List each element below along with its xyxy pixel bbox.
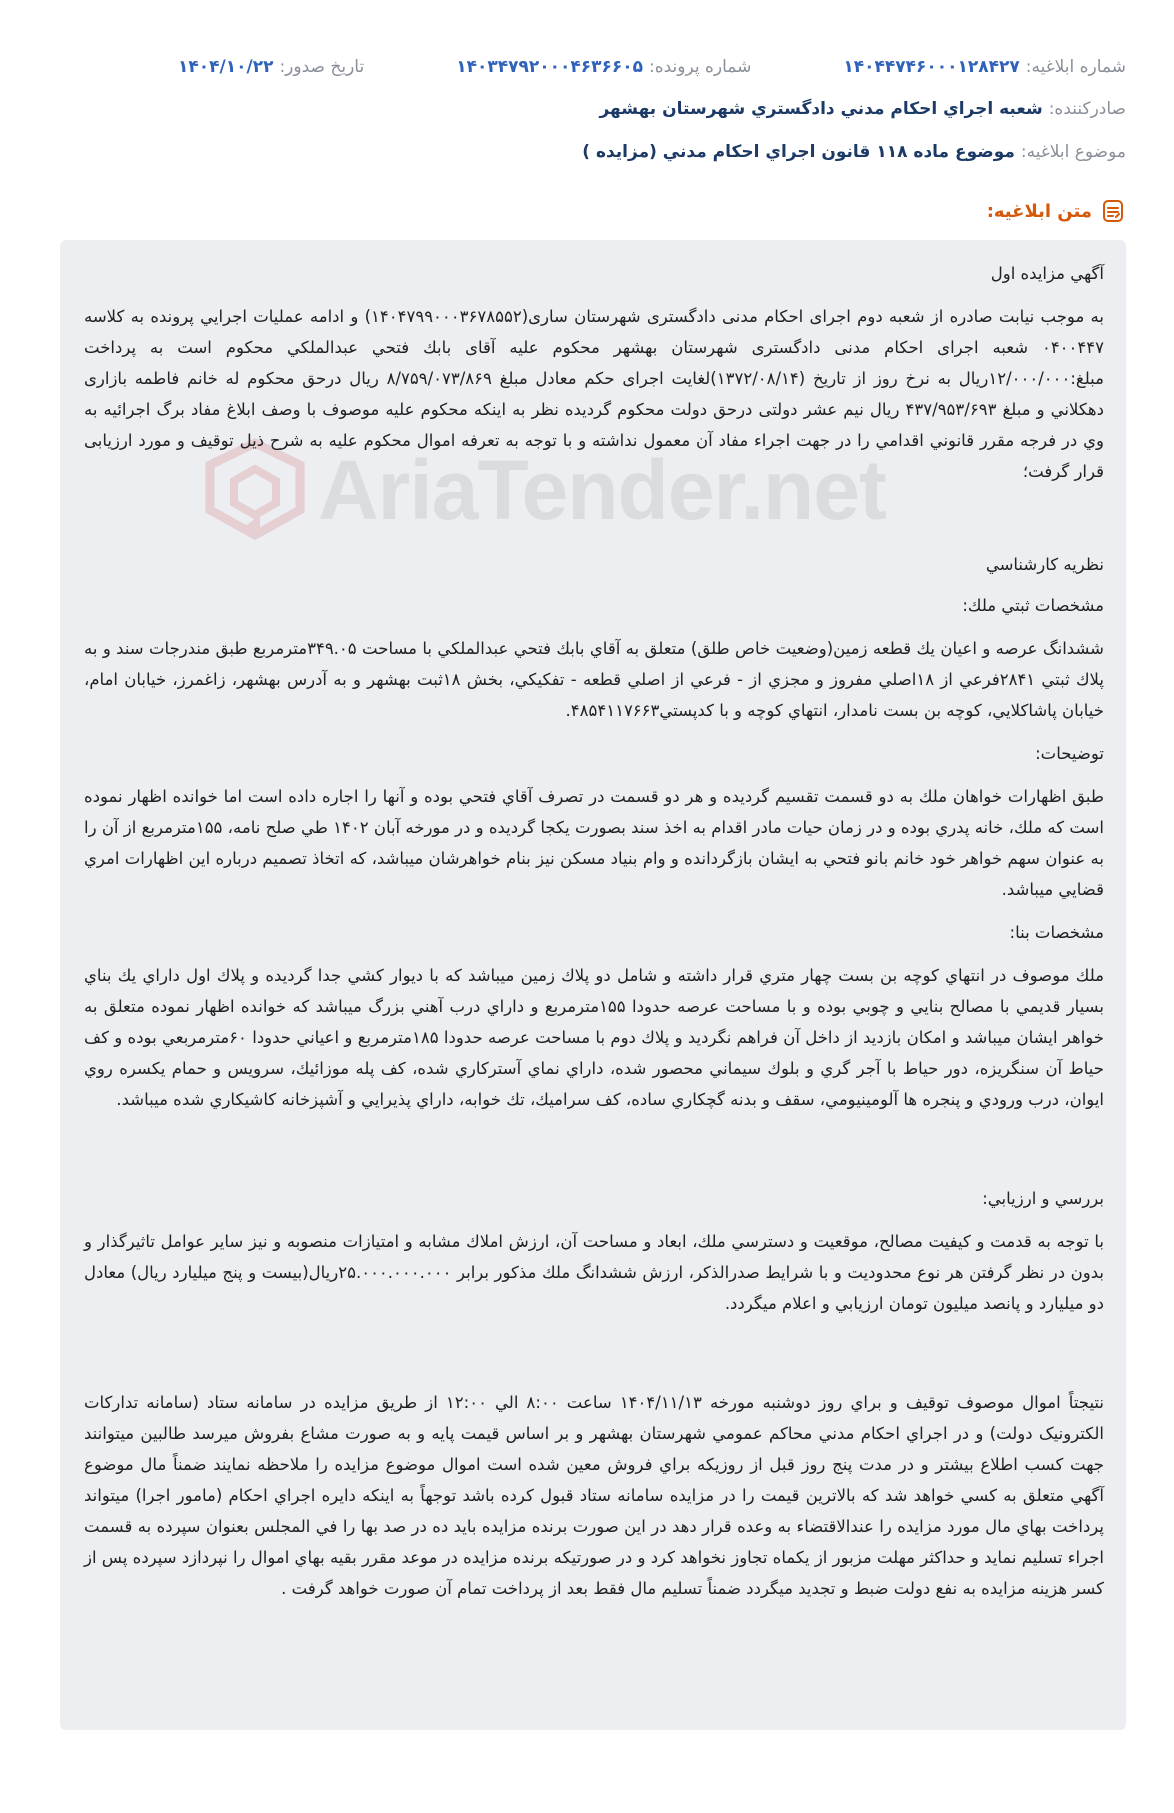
notice-number-value: ۱۴۰۴۴۷۴۶۰۰۰۱۲۸۴۲۷	[843, 57, 1020, 77]
case-number-label: شماره پرونده:	[648, 57, 752, 77]
notice-text-title	[987, 198, 1126, 224]
descriptions-paragraph: طبق اظهارات خواهان ملك به دو قسمت تقسيم گرديده و هر دو قسمت در تصرف آقاي فتحي بوده و آنها را اجاره داده است اما خوانده اظهار نموده است كه ملك، خانه پدري بوده و در زمان حيات مادر اقدام به اخذ سند بصورت يكجا گرديده و در مورخه آبان ۱۴۰۲ طي صلح نامه، ۱۵۵مترمربع از آن را به عنوان سهم خواهر خود خانم بانو فتحي به ايشان بازگردانده و وام بنياد مسكن نيز بنام خواهرشان ميباشد، كه اتخاذ تصميم درباره اين اظهارات امري قضايي ميباشد.	[84, 787, 1104, 899]
auction-title: آگهي مزايده اول	[990, 264, 1104, 283]
appraisal-heading: بررسي و ارزيابي:	[982, 1189, 1104, 1208]
subject-label: موضوع ابلاغيه:	[1020, 142, 1126, 162]
subject-value: موضوع ماده ۱۱۸ قانون اجراي احكام مدني (مزايده )	[582, 142, 1015, 162]
notice-number-label: شماره ابلاغيه:	[1025, 57, 1126, 77]
issue-date-value: ۱۴۰۴/۱۰/۲۲	[178, 57, 274, 77]
issue-date-label: تاريخ صدور:	[279, 57, 365, 77]
appraisal-paragraph: با توجه به قدمت و كيفيت مصالح، موقعيت و دسترسي ملك، ابعاد و مساحت آن، ارزش املاك مشابه و امتيازات منصوبه و نيز ساير عوامل تاثيرگذار و بدون در نظر گرفتن هر نوع محدوديت و با شرايط صدرالذكر، ارزش ششدانگ ملك مذكور برابر ۲۵.۰۰۰.۰۰۰.۰۰۰ريال(بيست و پنج ميليارد ريال) معادل دو ميليارد و پانصد ميليون تومان ارزيابي و اعلام ميگردد.	[84, 1232, 1104, 1313]
notice-text-box	[60, 240, 1126, 1730]
intro-paragraph: به موجب نيابت صادره از شعبه دوم اجرای احکام مدنی دادگستری شهرستان ساری(۱۴۰۴۷۹۹۰۰۰۳۶۷۸۵۵۲) و ادامه عمليات اجرايي پرونده به کلاسه ۰۴۰۰۴۴۷ شعبه اجرای احکام مدنی دادگستری شهرستان بهشهر محکوم عليه آقای بابك فتحي عبدالملكي محكوم است به پرداخت مبلغ:۱۲/۰۰۰/۰۰۰ريال به نرخ روز از تاريخ (۱۳۷۲/۰۸/۱۴)لغايت اجرای حکم معادل مبلغ ۸/۷۵۹/۰۷۳/۸۶۹ ريال درحق محکوم له خانم فاطمه بازاری دهكلاني و مبلغ ۴۳۷/۹۵۳/۶۹۳ ريال نيم عشر دولتی درحق دولت محکوم گرديده نظر به اينکه محکوم عليه موصوف با وصف ابلاغ مفاد برگ اجرائيه به وي در فرجه مقرر قانوني اقدامي را در جهت اجراء مفاد آن معمول نداشته و با توجه به تعرفه اموال محکوم عليه به شرح ذيل توقيف و مورد ارزيابی قرار گرفت؛	[84, 307, 1104, 481]
auction-terms-paragraph: نتيجتاً اموال موصوف توقيف و براي روز دوشنبه مورخه ۱۴۰۴/۱۱/۱۳ ساعت ۸:۰۰ الي ۱۲:۰۰ از طريق مزايده در سامانه ستاد (سامانه تدارکات الکترونيک دولت) و در اجراي احكام مدني محاكم عمومي شهرستان بهشهر و بر اساس قيمت پايه و به صورت مشاع بفروش ميرسد طالبين ميتوانند جهت كسب اطلاع بيشتر و در مدت پنج روز قبل از روزيكه براي فروش معين شده است اموال موضوع مزايده را ملاحظه نمايند ضمناً مال موضوع آگهي متعلق به كسي خواهد شد كه بالاترين قيمت را در مزايده سامانه ستاد قبول كرده باشد توجهاً به اينكه دايره اجراي احكام (مامور اجرا) ميتواند پرداخت بهاي مال مورد مزايده را عندالاقتضاء به وعده قرار دهد در اين صورت برنده مزايده بايد ده در صد بها را في المجلس بعنوان سپرده به قسمت اجراء تسليم نمايد و حداكثر مهلت مزبور از يكماه تجاوز نخواهد كرد و در صورتيكه برنده مزايده در موعد مقرر بقيه بهاي اموال را نپردازد سپرده پس از كسر هزينه مزايده به نفع دولت ضبط و تجديد ميگردد ضمناً تسليم مال فقط بعد از پرداخت تمام آن صورت خواهد گرفت .	[84, 1393, 1105, 1598]
notice-number	[843, 57, 1126, 77]
watermark-text: AriaTender.net	[318, 442, 886, 537]
registry-specs-heading: مشخصات ثبتي ملك:	[962, 596, 1104, 615]
issue-date	[178, 57, 364, 77]
notice-meta-row	[48, 52, 1126, 82]
issuer-label: صادرکننده:	[1048, 99, 1126, 119]
subject-row	[48, 137, 1126, 167]
notice-text-title-label: متن ابلاغيه:	[986, 200, 1092, 222]
registry-specs-paragraph: ششدانگ عرصه و اعيان يك قطعه زمين(وضعيت خاص طلق) متعلق به آقاي بابك فتحي عبدالملكي با مساحت ۳۴۹.۰۵مترمربع طبق مندرجات سند و به پلاك ثبتي ۲۸۴۱فرعي از ۱۸اصلي مفروز و مجزي از - فرعي از اصلي قطعه - تفكيكي، بخش ۱۸ثبت بهشهر و به آدرس بهشهر، زاغمرز، خيابان امام، خيابان پاشاكلايي، كوچه بن بست نامدار، انتهاي كوچه و با كدپستي۴۸۵۴۱۱۷۶۶۳.	[84, 639, 1104, 720]
expert-opinion-heading: نظريه كارشناسي	[985, 555, 1104, 574]
case-number-value: ۱۴۰۳۴۷۹۲۰۰۰۴۶۳۶۶۰۵	[456, 57, 643, 77]
issuer-row	[48, 94, 1126, 124]
building-specs-paragraph: ملك موصوف در انتهاي كوچه بن بست چهار متري قرار داشته و شامل دو پلاك زمين ميباشد كه با ديوار كشي جدا گرديده و پلاك اول داراي يك بناي بسيار قديمي با مصالح بنايي و چوبي بوده و با مساحت عرصه حدودا ۱۵۵مترمربع و داراي درب آهني بزرگ ميباشد كه خوانده اظهار نموده متعلق به خواهر ايشان ميباشد و امكان بازديد از داخل آن فراهم نگرديد و پلاك دوم با مساحت عرصه حدودا ۱۸۵مترمربع و اعياني حدودا ۶۰مترمربعي بوده و كف حياط آن سنگريزه، دور حياط با آجر گري و بلوك سيماني محصور شده، داراي نماي آستركاري شده، كف پله موزائيك، سرويس و حمام يكسره روي ايوان، درب ورودي و پنجره ها آلومينيومي، سقف و بدنه گچكاري ساده، كف سراميك، تك خوابه، داراي پذيرايي و آشپزخانه كاشيكاري شده ميباشد.	[84, 966, 1104, 1109]
descriptions-heading: توضيحات:	[1035, 744, 1104, 763]
building-specs-heading: مشخصات بنا:	[1009, 923, 1104, 942]
issuer-value: شعبه اجراي احكام مدني دادگستري شهرستان بهشهر	[599, 99, 1043, 119]
document-text-icon	[1100, 198, 1126, 224]
case-number	[456, 57, 751, 77]
